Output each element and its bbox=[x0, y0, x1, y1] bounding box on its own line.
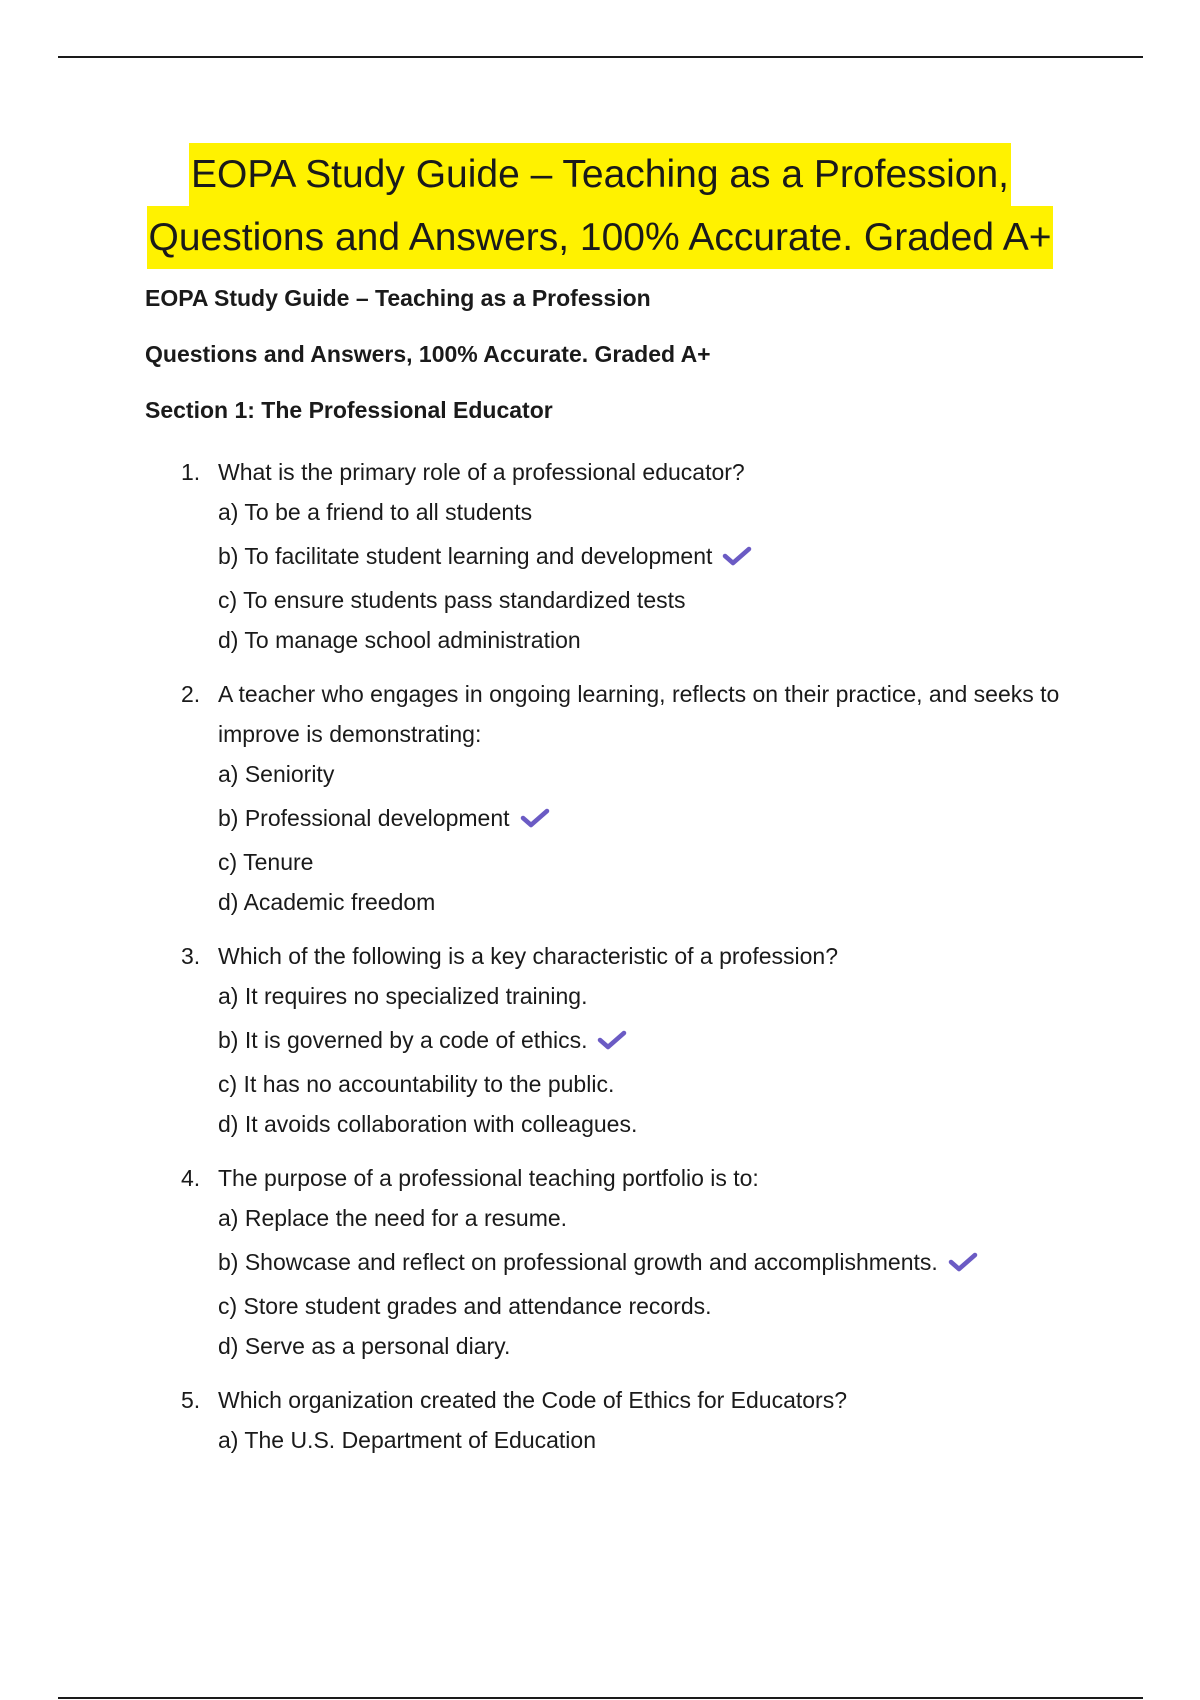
answer-option bbox=[218, 620, 1105, 660]
answer-option bbox=[218, 1198, 1105, 1238]
top-rule bbox=[58, 56, 1143, 58]
title-line-2: Questions and Answers, 100% Accurate. Graded A+ bbox=[147, 206, 1054, 269]
question-text: Which organization created the Code of Ethics for Educators? bbox=[218, 1387, 848, 1413]
answer-option bbox=[218, 754, 1105, 794]
answer-option bbox=[218, 1420, 1105, 1460]
question-item bbox=[145, 1380, 1105, 1460]
answer-option-text: c) It has no accountability to the public. bbox=[218, 1071, 615, 1097]
question-item bbox=[145, 452, 1105, 660]
question-number: 4. bbox=[181, 1165, 201, 1191]
document-title bbox=[0, 143, 1200, 269]
question-text: Which of the following is a key characteristic of a profession? bbox=[218, 943, 839, 969]
answer-option bbox=[218, 492, 1105, 532]
document-body bbox=[145, 284, 1105, 1474]
answer-option-correct bbox=[218, 1016, 1105, 1064]
answer-option-text: a) Replace the need for a resume. bbox=[218, 1205, 568, 1231]
question-number: 3. bbox=[181, 943, 201, 969]
answer-option-correct bbox=[218, 1238, 1105, 1286]
answer-option-text: d) To manage school administration bbox=[218, 627, 581, 653]
question-text: The purpose of a professional teaching portfolio is to: bbox=[218, 1165, 759, 1191]
answer-option-correct bbox=[218, 532, 1105, 580]
question-text: What is the primary role of a professional educator? bbox=[218, 459, 745, 485]
bottom-rule bbox=[58, 1697, 1143, 1699]
answer-option bbox=[218, 1286, 1105, 1326]
question-number: 1. bbox=[181, 459, 201, 485]
question-number: 5. bbox=[181, 1387, 201, 1413]
answer-option bbox=[218, 976, 1105, 1016]
answer-option-text: a) It requires no specialized training. bbox=[218, 983, 588, 1009]
answer-option bbox=[218, 1104, 1105, 1144]
question-item bbox=[145, 936, 1105, 1144]
answer-option bbox=[218, 842, 1105, 882]
check-mark-icon bbox=[520, 807, 550, 829]
answer-option-text: b) To facilitate student learning and development bbox=[218, 543, 713, 569]
question-text: A teacher who engages in ongoing learning, reflects on their practice, and seeks to improve is demonstrating: bbox=[218, 681, 1060, 747]
answer-option-text: d) Academic freedom bbox=[218, 889, 436, 915]
answer-option bbox=[218, 882, 1105, 922]
question-number: 2. bbox=[181, 681, 201, 707]
answer-option-text: a) Seniority bbox=[218, 761, 335, 787]
answer-option-text: c) Tenure bbox=[218, 849, 314, 875]
check-mark-icon bbox=[722, 545, 752, 567]
answer-option-text: a) The U.S. Department of Education bbox=[218, 1427, 596, 1453]
answer-option-text: c) Store student grades and attendance records. bbox=[218, 1293, 712, 1319]
answer-option-text: b) Professional development bbox=[218, 805, 510, 831]
question-item bbox=[145, 1158, 1105, 1366]
section-heading: Section 1: The Professional Educator bbox=[145, 397, 553, 423]
answer-option-text: d) It avoids collaboration with colleagues. bbox=[218, 1111, 638, 1137]
answer-option-text: a) To be a friend to all students bbox=[218, 499, 533, 525]
answer-option-text: b) Showcase and reflect on professional growth and accomplishments. bbox=[218, 1249, 938, 1275]
answer-option bbox=[218, 1326, 1105, 1366]
answer-option bbox=[218, 580, 1105, 620]
subtitle-1: EOPA Study Guide – Teaching as a Profession bbox=[145, 285, 651, 311]
question-item bbox=[145, 674, 1105, 922]
subtitle-2: Questions and Answers, 100% Accurate. Graded A+ bbox=[145, 341, 711, 367]
answer-option bbox=[218, 1064, 1105, 1104]
question-list bbox=[145, 452, 1105, 1460]
check-mark-icon bbox=[597, 1029, 627, 1051]
answer-option-correct bbox=[218, 794, 1105, 842]
check-mark-icon bbox=[948, 1251, 978, 1273]
answer-option-text: b) It is governed by a code of ethics. bbox=[218, 1027, 588, 1053]
answer-option-text: d) Serve as a personal diary. bbox=[218, 1333, 511, 1359]
answer-option-text: c) To ensure students pass standardized tests bbox=[218, 587, 686, 613]
title-line-1: EOPA Study Guide – Teaching as a Profession, bbox=[189, 143, 1011, 206]
